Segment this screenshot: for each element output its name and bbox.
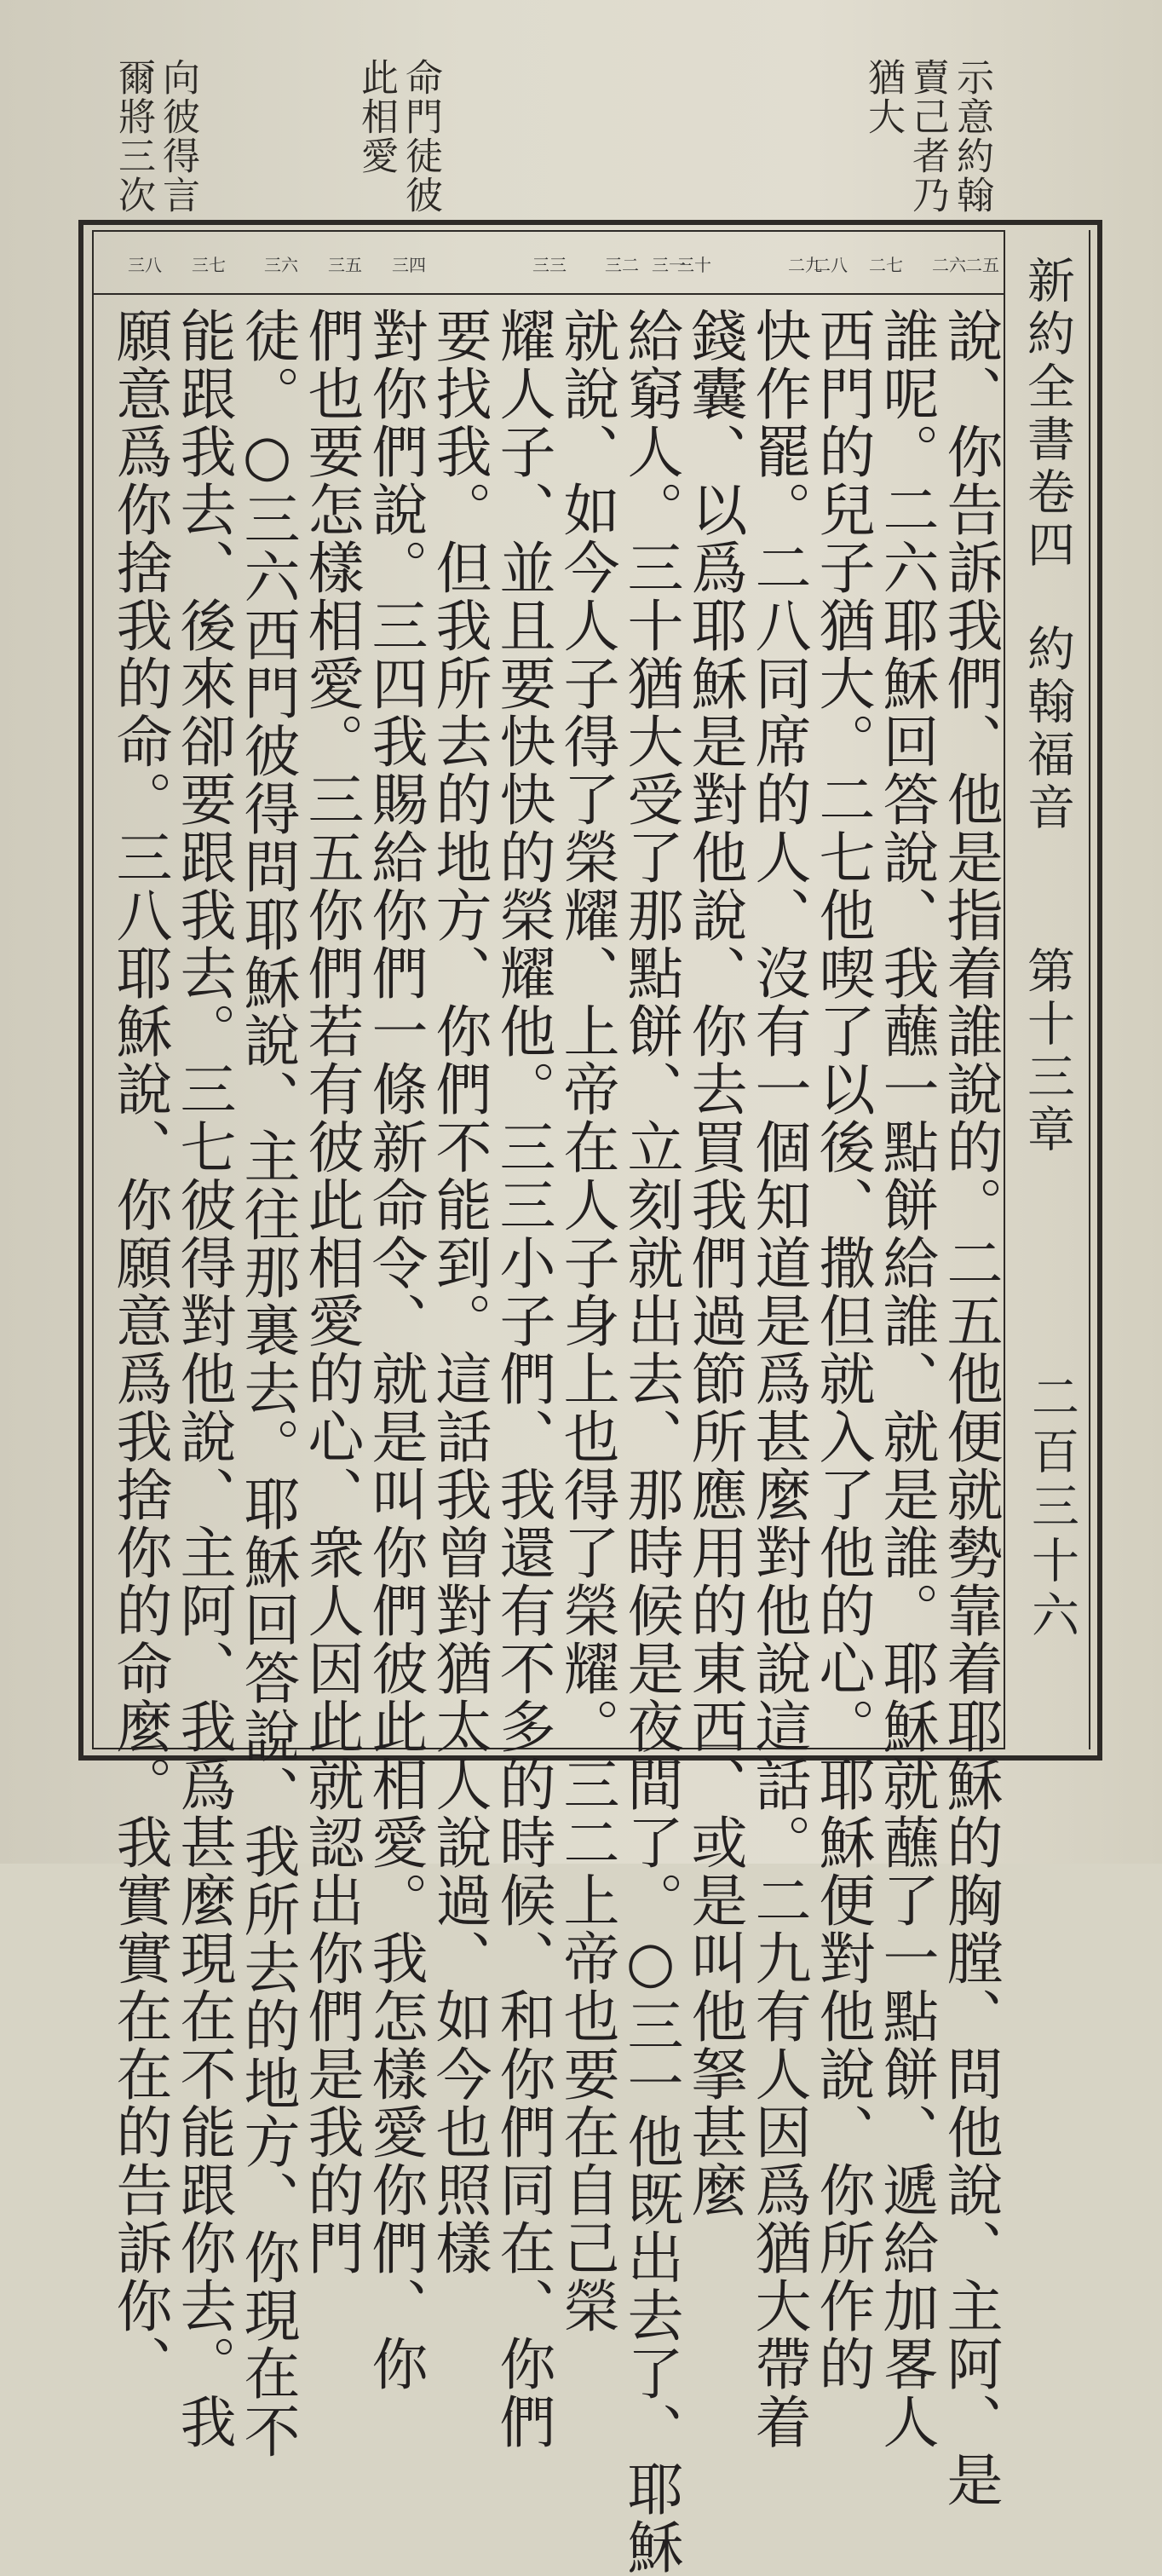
text-column: 願意爲你捨我的命。三八耶穌說、你願意爲我捨你的命麼。我實實在在的告訴你、 <box>106 307 172 2393</box>
page-number: 二百三十六 <box>1024 1372 1079 1645</box>
verse-number: 二七 <box>869 255 903 275</box>
verse-number: 三四 <box>392 255 426 275</box>
verse-number: 三十 <box>677 255 711 275</box>
text-column: 能跟我去、後來卻要跟我去。三七彼得對他說、主阿、我爲甚麼現在不能跟你去。我 <box>170 307 236 2451</box>
text-column: 耀人子、並且要快快的榮耀他。三三小子們、我還有不多的時候、和你們同在、你們 <box>490 307 555 2451</box>
text-column: 對你們說。三四我賜給你們一條新命令、就是叫你們彼此相愛。我怎樣愛你們、你 <box>362 307 428 2393</box>
text-column: 要找我。但我所去的地方、你們不能到。這話我曾對猶太人說過、如今也照樣 <box>426 307 492 2277</box>
text-column: 給窮人。三十猶大受了那點餅、立刻就出去、那時候是夜間了。○三一他既出去了、耶穌 <box>618 307 683 2576</box>
verse-number: 二八 <box>814 255 848 275</box>
text-column: 西門的兒子猶大。二七他喫了以後、撒但就入了他的心。耶穌便對他說、你所作的 <box>809 307 875 2393</box>
text-column: 說、你告訴我們、他是指着誰說的。二五他便就勢靠着耶穌的胸膛、問他說、主阿、是 <box>937 307 1003 2509</box>
running-header <box>1017 256 1077 1157</box>
text-column: 誰呢。二六耶穌回答說、我蘸一點餅給誰、就是誰。耶穌就蘸了一點餅、遞給加畧人 <box>873 307 939 2451</box>
book-title: 新約全書卷四 <box>1020 256 1075 573</box>
margin-note-peter: 向彼得言 爾將三次 <box>112 58 199 215</box>
verse-number: 三六 <box>264 255 298 275</box>
verse-number: 三三 <box>532 255 567 275</box>
chapter-title: 第十三章 <box>1020 946 1075 1157</box>
gospel-title: 約翰福音 <box>1020 624 1075 835</box>
text-column: 錢囊、以爲耶穌是對他說、你去買我們過節所應用的東西、或是叫他拏甚麼 <box>682 307 747 2219</box>
margin-note-love-command: 命門徒彼 此相愛 <box>354 58 442 215</box>
verse-number: 三二 <box>605 255 639 275</box>
text-column: 快作罷。二八同席的人、沒有一個知道是爲甚麼對他說這話。二九有人因爲猶大帶着 <box>745 307 811 2451</box>
verse-number: 三八 <box>128 255 162 275</box>
text-column: 們也要怎樣相愛。三五你們若有彼此相愛的心、衆人因此就認出你們是我的門 <box>298 307 364 2277</box>
verse-number: 三五 <box>328 255 362 275</box>
margin-note-judas: 示意約翰 賣己者乃 猶大 <box>861 58 993 215</box>
text-column: 徒。○三六西門彼得問耶穌說、主往那裏去。耶穌回答說、我所去的地方、你現在不 <box>234 307 300 2460</box>
verse-number: 三七 <box>192 255 226 275</box>
verse-number: 三一 <box>652 255 686 275</box>
verse-number: 二五 <box>965 255 999 275</box>
text-column: 就說、如今人子得了榮耀、上帝在人子身上也得了榮耀。三二上帝也要在自己榮 <box>554 307 619 2335</box>
verse-number: 二六 <box>932 255 966 275</box>
verse-number: 二九 <box>788 255 822 275</box>
